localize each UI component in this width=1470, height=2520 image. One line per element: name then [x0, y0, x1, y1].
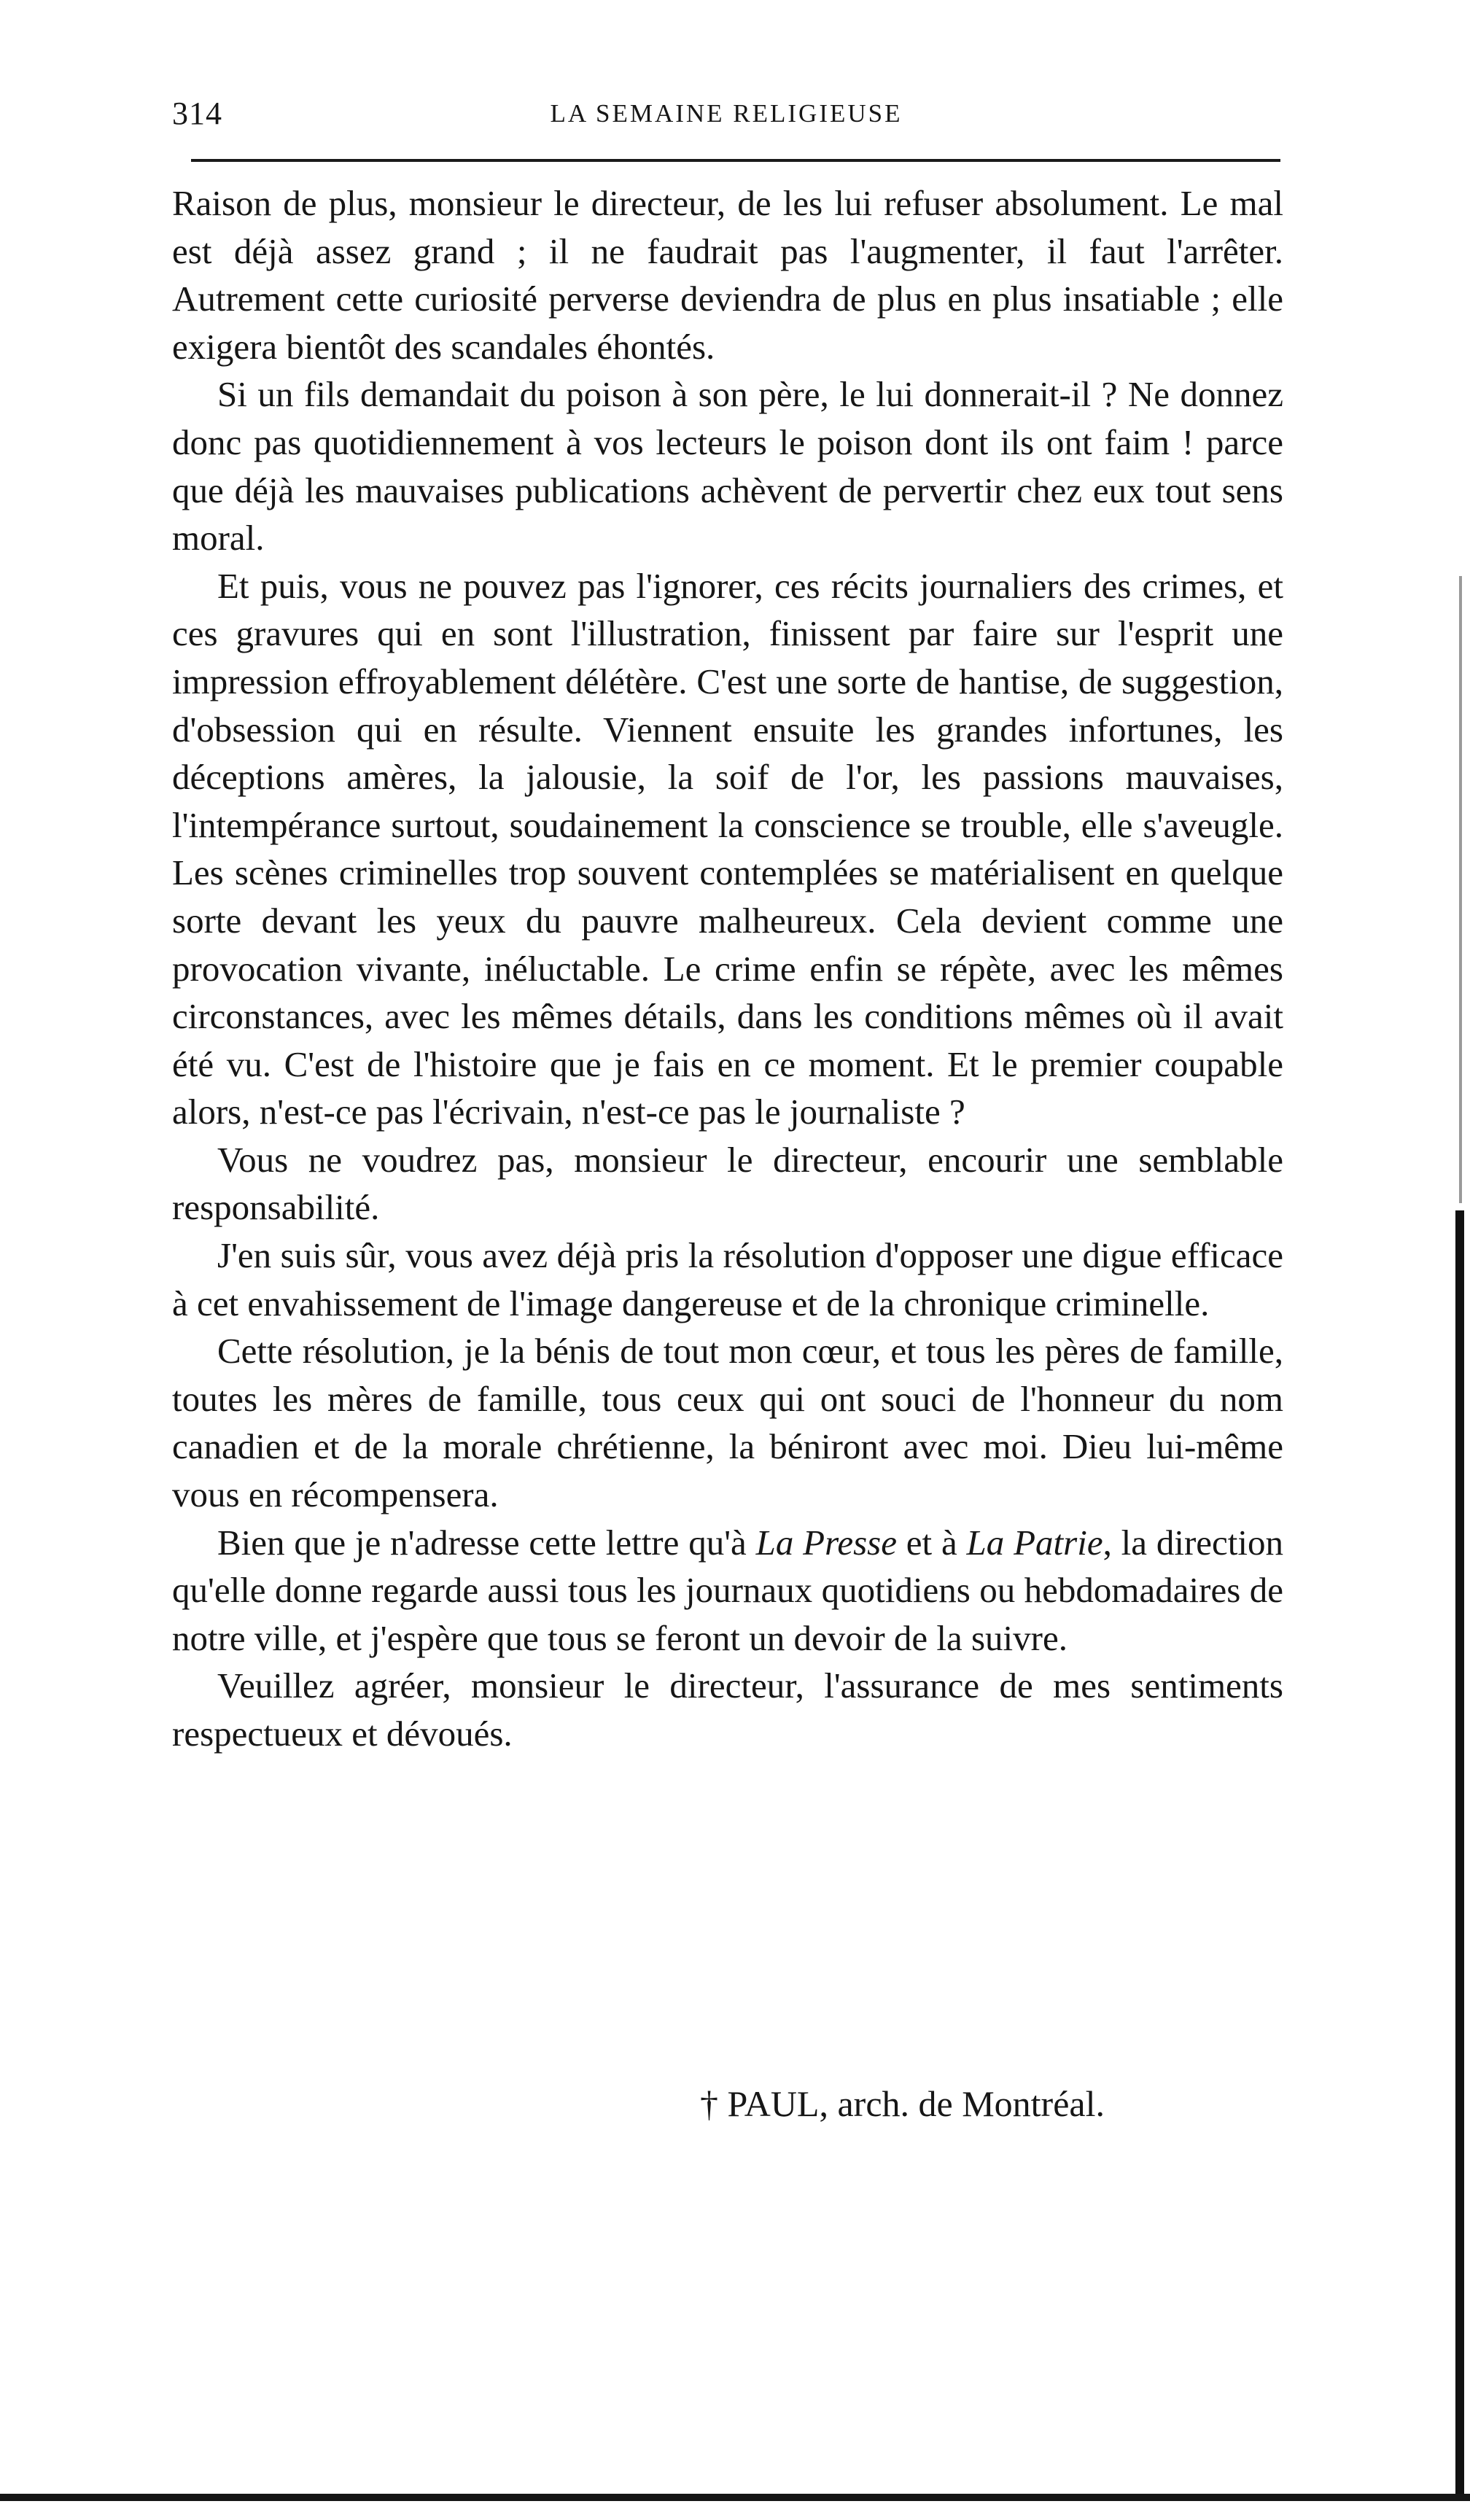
scan-edge-faint	[1459, 576, 1462, 1203]
page-number: 314	[172, 96, 222, 131]
paragraph-5: J'en suis sûr, vous avez déjà pris la résolution d'opposer une digue efficace à cet envahissement de l'image dangereuse et de la chronique criminelle.	[172, 1235, 1283, 1323]
paragraph-2: Si un fils demandait du poison à son père, le lui donnerait-il ? Ne donnez donc pas quotidiennement à vos lecteurs le poison dont ils ont faim ! parce que déjà les mauvaises publications achèvent de pervertir chez eux tout sens moral.	[172, 374, 1283, 559]
scan-edge-right	[1455, 1210, 1464, 2494]
scan-edge-bottom	[0, 2494, 1470, 2501]
letter-body	[172, 179, 1283, 1758]
newspaper-title-la-presse: La Presse	[755, 1522, 897, 1563]
paragraph-4: Vous ne voudrez pas, monsieur le directeur, encourir une semblable responsabilité.	[172, 1139, 1283, 1228]
cross-symbol: †	[700, 2083, 718, 2124]
signature-line	[700, 2082, 1105, 2125]
closing-paragraph: Veuillez agréer, monsieur le directeur, l'assurance de mes sentiments respectueux et dévoués.	[172, 1665, 1283, 1754]
paragraph-7-connector: et à	[896, 1522, 967, 1563]
running-title: LA SEMAINE RELIGIEUSE	[550, 99, 903, 128]
page-header	[172, 95, 1280, 139]
paragraph-7-lead: Bien que je n'adresse cette lettre qu'à	[217, 1522, 756, 1563]
paragraph-6: Cette résolution, je la bénis de tout mon cœur, et tous les pères de famille, toutes les mères de famille, tous ceux qui ont souci de l'honneur du nom canadien et de la morale chrétienne, la béniront avec moi. Dieu lui-même vous en récompensera.	[172, 1331, 1283, 1515]
header-rule	[191, 159, 1280, 162]
paragraph-1: Raison de plus, monsieur le directeur, de les lui refuser absolument. Le mal est déjà assez grand ; il ne faudrait pas l'augmenter, il faut l'arrêter. Autrement cette curiosité perverse deviendra de plus en plus insatiable ; elle exigera bientôt des scandales éhontés.	[172, 183, 1283, 367]
paragraph-7	[172, 1519, 1283, 1662]
newspaper-title-la-patrie: La Patrie	[966, 1522, 1103, 1563]
paragraph-3: Et puis, vous ne pouvez pas l'ignorer, ces récits journaliers des crimes, et ces gravures qui en sont l'illustration, finissent par faire sur l'esprit une impression effroyablement délétère. C'est une sorte de hantise, de suggestion, d'obsession qui en résulte. Viennent ensuite les grandes infortunes, les déceptions amères, la jalousie, la soif de l'or, les passions mauvaises, l'intempérance surtout, soudainement la conscience se trouble, elle s'aveugle. Les scènes criminelles trop souvent contemplées se matérialisent en quelque sorte devant les yeux du pauvre malheureux. Cela devient comme une provocation vivante, inéluctable. Le crime enfin se répète, avec les mêmes circonstances, avec les mêmes détails, dans les conditions mêmes où il avait été vu. C'est de l'histoire que je fais en ce moment. Et le premier coupable alors, n'est-ce pas l'écrivain, n'est-ce pas le journaliste ?	[172, 565, 1283, 1132]
paragraph-7-rest: , la direction qu'elle donne regarde aussi tous les journaux quotidiens ou hebdomadaires de notre ville, et j'espère que tous se feront un devoir de la suivre.	[172, 1522, 1283, 1658]
signature-text: PAUL, arch. de Montréal.	[727, 2083, 1105, 2124]
